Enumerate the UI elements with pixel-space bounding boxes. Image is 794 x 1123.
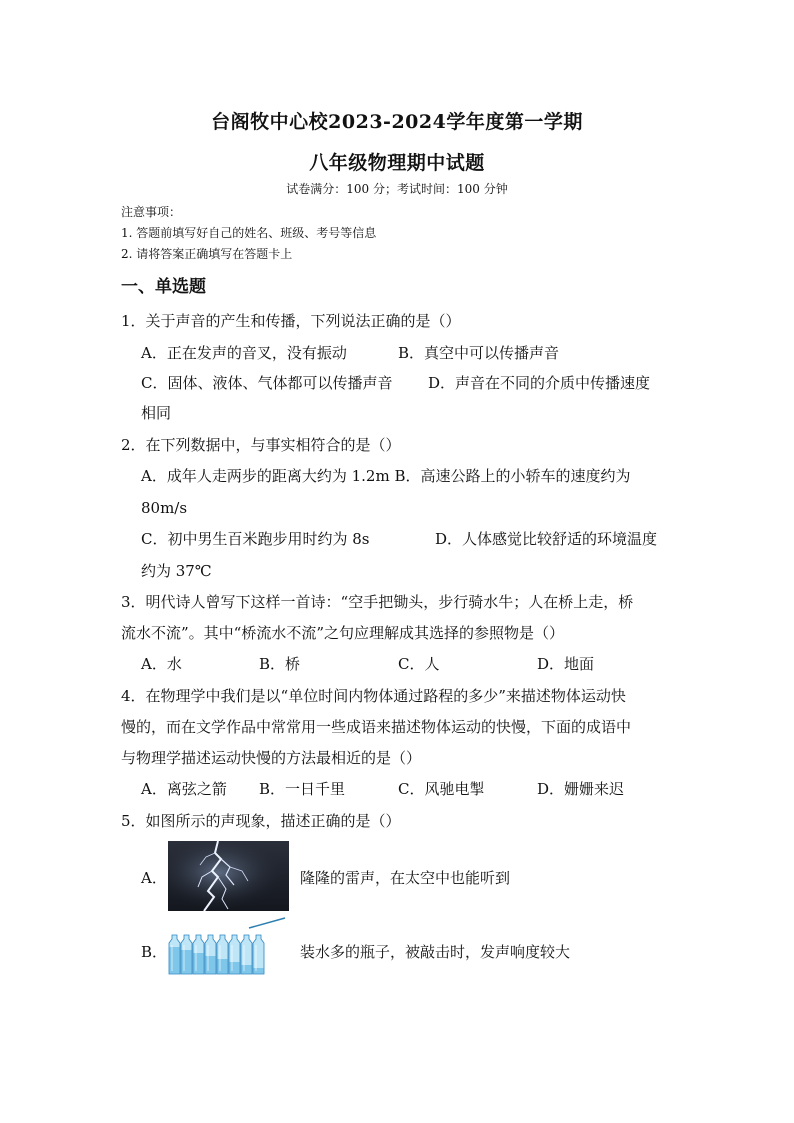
notes-item: 1. 答题前填写好自己的姓名、班级、考号等信息 <box>121 226 377 240</box>
q1-option-c: C．固体、液体、气体都可以传播声音 <box>141 374 393 392</box>
exam-subtitle: 八年级物理期中试题 <box>309 152 485 174</box>
q2-option-ab: A．成年人走两步的距离大约为 1.2m B．高速公路上的小轿车的速度约为 <box>141 467 631 485</box>
lightning-photo <box>168 841 289 911</box>
bottles-icon <box>167 916 289 976</box>
question-2-stem: 2．在下列数据中，与事实相符合的是（） <box>121 436 401 454</box>
q4-option-d: D．姗姗来迟 <box>537 780 625 798</box>
question-4-stem-line-3: 与物理学描述运动快慢的方法最相近的是（） <box>121 749 422 767</box>
q1-option-d-continued: 相同 <box>141 404 172 422</box>
question-3-stem-continued: 流水不流”。其中“桥流水不流”之句应理解成其选择的参照物是（） <box>121 624 565 642</box>
q1-option-b: B．真空中可以传播声音 <box>398 344 560 362</box>
section-title: 一、单选题 <box>121 277 206 297</box>
q3-option-b: B．桥 <box>259 655 301 673</box>
exam-info: 试卷满分：100 分；考试时间：100 分钟 <box>286 182 508 196</box>
notes-block <box>121 202 376 265</box>
question-4-stem: 4．在物理学中我们是以“单位时间内物体通过路程的多少”来描述物体运动快 <box>121 687 626 705</box>
question-5-stem: 5．如图所示的声现象，描述正确的是（） <box>121 812 401 830</box>
q4-option-c: C．风驰电掣 <box>398 780 485 798</box>
question-4-stem-line-2: 慢的，而在文学作品中常常用一些成语来描述物体运动的快慢，下面的成语中 <box>121 718 632 736</box>
lightning-bolt-icon <box>168 841 289 911</box>
water-bottles-illustration <box>167 916 289 976</box>
q3-option-d: D．地面 <box>537 655 595 673</box>
question-3-stem: 3．明代诗人曾写下这样一首诗：“空手把锄头，步行骑水牛；人在桥上走，桥 <box>121 593 634 611</box>
q3-option-c: C．人 <box>398 655 440 673</box>
q4-option-b: B．一日千里 <box>259 780 346 798</box>
q5-option-a-label: A． <box>141 869 167 887</box>
exam-title: 台阁牧中心校2023-2024学年度第一学期 <box>211 111 583 133</box>
q5-option-b-label: B． <box>141 943 168 961</box>
q5-option-b-text: 装水多的瓶子，被敲击时，发声响度较大 <box>300 943 571 961</box>
q3-option-a: A．水 <box>141 655 182 673</box>
q1-option-d: D．声音在不同的介质中传播速度 <box>428 374 651 392</box>
notes-heading: 注意事项： <box>121 205 182 219</box>
q2-option-ab-continued: 80m/s <box>141 499 188 517</box>
notes-item: 2. 请将答案正确填写在答题卡上 <box>121 247 293 261</box>
question-1-stem: 1．关于声音的产生和传播，下列说法正确的是（） <box>121 312 461 330</box>
q2-option-c: C．初中男生百米跑步用时约为 8s <box>141 530 370 548</box>
q5-option-a-text: 隆隆的雷声，在太空中也能听到 <box>300 869 511 887</box>
q2-option-d-continued: 约为 37℃ <box>141 562 212 580</box>
q1-option-a: A．正在发声的音叉，没有振动 <box>141 344 347 362</box>
q4-option-a: A．离弦之箭 <box>141 780 227 798</box>
q2-option-d: D．人体感觉比较舒适的环境温度 <box>435 530 658 548</box>
